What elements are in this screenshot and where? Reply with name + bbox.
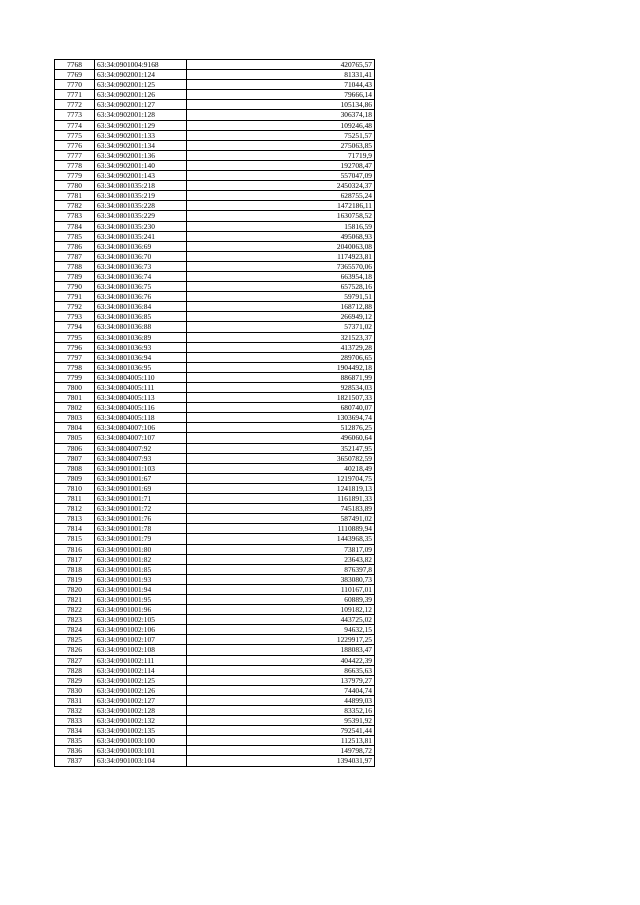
- cadastral-number-cell: 63:34:0901003:101: [95, 746, 187, 756]
- table-row: [55, 80, 375, 90]
- value-cell: 1174923,81: [187, 251, 375, 261]
- value-cell: 60889,39: [187, 594, 375, 604]
- table-row: [55, 171, 375, 181]
- value-cell: 2040063,08: [187, 241, 375, 251]
- value-cell: 44899,03: [187, 695, 375, 705]
- value-cell: 1821507,33: [187, 393, 375, 403]
- row-number-cell: 7833: [55, 716, 95, 726]
- row-number-cell: 7816: [55, 544, 95, 554]
- cadastral-number-cell: 63:34:0801035:228: [95, 201, 187, 211]
- table-row: [55, 443, 375, 453]
- row-number-cell: 7770: [55, 80, 95, 90]
- row-number-cell: 7789: [55, 271, 95, 281]
- table-row: [55, 130, 375, 140]
- row-number-cell: 7821: [55, 594, 95, 604]
- cadastral-number-cell: 63:34:0901002:108: [95, 645, 187, 655]
- row-number-cell: 7823: [55, 615, 95, 625]
- value-cell: 745183,89: [187, 504, 375, 514]
- row-number-cell: 7792: [55, 302, 95, 312]
- cadastral-number-cell: 63:34:0902001:134: [95, 140, 187, 150]
- cadastral-number-cell: 63:34:0804005:110: [95, 372, 187, 382]
- value-cell: 886871,99: [187, 372, 375, 382]
- row-number-cell: 7791: [55, 292, 95, 302]
- value-cell: 1219704,75: [187, 473, 375, 483]
- value-cell: 928534,03: [187, 383, 375, 393]
- table-row: [55, 413, 375, 423]
- cadastral-number-cell: 63:34:0902001:140: [95, 160, 187, 170]
- cadastral-number-cell: 63:34:0901002:125: [95, 675, 187, 685]
- value-cell: 352147,95: [187, 443, 375, 453]
- table-row: [55, 605, 375, 615]
- row-number-cell: 7776: [55, 140, 95, 150]
- row-number-cell: 7822: [55, 605, 95, 615]
- table-row: [55, 534, 375, 544]
- row-number-cell: 7772: [55, 100, 95, 110]
- value-cell: 188083,47: [187, 645, 375, 655]
- value-cell: 71719,9: [187, 150, 375, 160]
- row-number-cell: 7802: [55, 403, 95, 413]
- value-cell: 657528,16: [187, 282, 375, 292]
- row-number-cell: 7814: [55, 524, 95, 534]
- cadastral-number-cell: 63:34:0901002:135: [95, 726, 187, 736]
- table-row: [55, 746, 375, 756]
- value-cell: 95391,92: [187, 716, 375, 726]
- row-number-cell: 7810: [55, 483, 95, 493]
- row-number-cell: 7834: [55, 726, 95, 736]
- table-row: [55, 90, 375, 100]
- row-number-cell: 7812: [55, 504, 95, 514]
- value-cell: 192708,47: [187, 160, 375, 170]
- cadastral-number-cell: 63:34:0901002:106: [95, 625, 187, 635]
- table-row: [55, 554, 375, 564]
- cadastral-number-cell: 63:34:0804005:113: [95, 393, 187, 403]
- table-row: [55, 383, 375, 393]
- table-row: [55, 100, 375, 110]
- cadastral-number-cell: 63:34:0901001:79: [95, 534, 187, 544]
- cadastral-number-cell: 63:34:0901001:95: [95, 594, 187, 604]
- cadastral-number-cell: 63:34:0902001:126: [95, 90, 187, 100]
- row-number-cell: 7827: [55, 655, 95, 665]
- row-number-cell: 7819: [55, 574, 95, 584]
- cadastral-number-cell: 63:34:0902001:127: [95, 100, 187, 110]
- table-row: [55, 423, 375, 433]
- table-row: [55, 695, 375, 705]
- value-cell: 57371,02: [187, 322, 375, 332]
- table-row: [55, 120, 375, 130]
- cadastral-number-cell: 63:34:0901002:128: [95, 706, 187, 716]
- value-cell: 110167,01: [187, 584, 375, 594]
- cadastral-number-cell: 63:34:0804005:118: [95, 413, 187, 423]
- value-cell: 443725,02: [187, 615, 375, 625]
- cadastral-number-cell: 63:34:0902001:124: [95, 70, 187, 80]
- cadastral-number-cell: 63:34:0801035:241: [95, 231, 187, 241]
- table-row: [55, 150, 375, 160]
- table-body: [55, 60, 375, 767]
- value-cell: 404422,39: [187, 655, 375, 665]
- value-cell: 105134,86: [187, 100, 375, 110]
- row-number-cell: 7808: [55, 463, 95, 473]
- row-number-cell: 7777: [55, 150, 95, 160]
- row-number-cell: 7824: [55, 625, 95, 635]
- cadastral-number-cell: 63:34:0901002:114: [95, 665, 187, 675]
- cadastral-number-cell: 63:34:0901004:9168: [95, 60, 187, 70]
- table-row: [55, 332, 375, 342]
- cadastral-number-cell: 63:34:0801036:70: [95, 251, 187, 261]
- row-number-cell: 7771: [55, 90, 95, 100]
- row-number-cell: 7820: [55, 584, 95, 594]
- table-row: [55, 362, 375, 372]
- row-number-cell: 7801: [55, 393, 95, 403]
- cadastral-number-cell: 63:34:0801035:229: [95, 211, 187, 221]
- cadastral-number-cell: 63:34:0901001:85: [95, 564, 187, 574]
- cadastral-number-cell: 63:34:0801036:95: [95, 362, 187, 372]
- row-number-cell: 7790: [55, 282, 95, 292]
- value-cell: 1161891,33: [187, 494, 375, 504]
- cadastral-number-cell: 63:34:0901002:105: [95, 615, 187, 625]
- value-cell: 168712,88: [187, 302, 375, 312]
- row-number-cell: 7796: [55, 342, 95, 352]
- table-row: [55, 524, 375, 534]
- table-row: [55, 292, 375, 302]
- value-cell: 306374,18: [187, 110, 375, 120]
- value-cell: 420765,57: [187, 60, 375, 70]
- value-cell: 1394031,97: [187, 756, 375, 766]
- cadastral-number-cell: 63:34:0804007:107: [95, 433, 187, 443]
- value-cell: 557047,09: [187, 171, 375, 181]
- table-row: [55, 241, 375, 251]
- cadastral-number-cell: 63:34:0901001:80: [95, 544, 187, 554]
- row-number-cell: 7768: [55, 60, 95, 70]
- cadastral-number-cell: 63:34:0901001:67: [95, 473, 187, 483]
- table-row: [55, 615, 375, 625]
- row-number-cell: 7769: [55, 70, 95, 80]
- row-number-cell: 7800: [55, 383, 95, 393]
- table-row: [55, 483, 375, 493]
- table-row: [55, 473, 375, 483]
- cadastral-number-cell: 63:34:0801036:75: [95, 282, 187, 292]
- table-row: [55, 110, 375, 120]
- value-cell: 680740,07: [187, 403, 375, 413]
- row-number-cell: 7797: [55, 352, 95, 362]
- cadastral-number-cell: 63:34:0804005:111: [95, 383, 187, 393]
- value-cell: 15816,59: [187, 221, 375, 231]
- row-number-cell: 7837: [55, 756, 95, 766]
- value-cell: 1472186,11: [187, 201, 375, 211]
- row-number-cell: 7798: [55, 362, 95, 372]
- table-row: [55, 504, 375, 514]
- row-number-cell: 7783: [55, 211, 95, 221]
- row-number-cell: 7780: [55, 181, 95, 191]
- table-row: [55, 191, 375, 201]
- value-cell: 495068,93: [187, 231, 375, 241]
- table-row: [55, 231, 375, 241]
- value-cell: 1303694,74: [187, 413, 375, 423]
- row-number-cell: 7782: [55, 201, 95, 211]
- value-cell: 40218,49: [187, 463, 375, 473]
- table-row: [55, 282, 375, 292]
- cadastral-number-cell: 63:34:0902001:143: [95, 171, 187, 181]
- row-number-cell: 7799: [55, 372, 95, 382]
- table-row: [55, 685, 375, 695]
- table-row: [55, 271, 375, 281]
- row-number-cell: 7779: [55, 171, 95, 181]
- cadastral-number-cell: 63:34:0801035:218: [95, 181, 187, 191]
- value-cell: 512876,25: [187, 423, 375, 433]
- table-row: [55, 494, 375, 504]
- row-number-cell: 7835: [55, 736, 95, 746]
- table-row: [55, 140, 375, 150]
- table-row: [55, 645, 375, 655]
- row-number-cell: 7815: [55, 534, 95, 544]
- table-row: [55, 716, 375, 726]
- value-cell: 86635,63: [187, 665, 375, 675]
- value-cell: 496060,64: [187, 433, 375, 443]
- row-number-cell: 7775: [55, 130, 95, 140]
- value-cell: 587491,02: [187, 514, 375, 524]
- value-cell: 1630758,52: [187, 211, 375, 221]
- cadastral-number-cell: 63:34:0901002:132: [95, 716, 187, 726]
- value-cell: 23643,82: [187, 554, 375, 564]
- row-number-cell: 7803: [55, 413, 95, 423]
- cadastral-number-cell: 63:34:0902001:128: [95, 110, 187, 120]
- table-row: [55, 70, 375, 80]
- row-number-cell: 7804: [55, 423, 95, 433]
- table-row: [55, 706, 375, 716]
- row-number-cell: 7807: [55, 453, 95, 463]
- row-number-cell: 7773: [55, 110, 95, 120]
- cadastral-number-cell: 63:34:0801036:69: [95, 241, 187, 251]
- row-number-cell: 7831: [55, 695, 95, 705]
- value-cell: 1443968,35: [187, 534, 375, 544]
- value-cell: 137979,27: [187, 675, 375, 685]
- value-cell: 3650782,59: [187, 453, 375, 463]
- row-number-cell: 7788: [55, 261, 95, 271]
- table-row: [55, 453, 375, 463]
- row-number-cell: 7774: [55, 120, 95, 130]
- value-cell: 149798,72: [187, 746, 375, 756]
- table-row: [55, 342, 375, 352]
- table-row: [55, 625, 375, 635]
- value-cell: 83352,16: [187, 706, 375, 716]
- cadastral-number-cell: 63:34:0902001:125: [95, 80, 187, 90]
- row-number-cell: 7825: [55, 635, 95, 645]
- value-cell: 79666,14: [187, 90, 375, 100]
- table-row: [55, 211, 375, 221]
- row-number-cell: 7794: [55, 322, 95, 332]
- value-cell: 109246,48: [187, 120, 375, 130]
- value-cell: 321523,37: [187, 332, 375, 342]
- row-number-cell: 7793: [55, 312, 95, 322]
- cadastral-number-cell: 63:34:0901001:93: [95, 574, 187, 584]
- value-cell: 289706,65: [187, 352, 375, 362]
- row-number-cell: 7806: [55, 443, 95, 453]
- row-number-cell: 7784: [55, 221, 95, 231]
- cadastral-number-cell: 63:34:0801036:88: [95, 322, 187, 332]
- table-row: [55, 514, 375, 524]
- row-number-cell: 7817: [55, 554, 95, 564]
- value-cell: 266949,12: [187, 312, 375, 322]
- cadastral-number-cell: 63:34:0902001:129: [95, 120, 187, 130]
- cadastral-number-cell: 63:34:0801036:93: [95, 342, 187, 352]
- row-number-cell: 7809: [55, 473, 95, 483]
- table-row: [55, 574, 375, 584]
- row-number-cell: 7778: [55, 160, 95, 170]
- cadastral-number-cell: 63:34:0901001:96: [95, 605, 187, 615]
- value-cell: 792541,44: [187, 726, 375, 736]
- table-row: [55, 564, 375, 574]
- table-row: [55, 221, 375, 231]
- row-number-cell: 7818: [55, 564, 95, 574]
- cadastral-number-cell: 63:34:0901001:72: [95, 504, 187, 514]
- table-row: [55, 403, 375, 413]
- table-row: [55, 352, 375, 362]
- table-row: [55, 463, 375, 473]
- table-row: [55, 60, 375, 70]
- value-cell: 109182,12: [187, 605, 375, 615]
- cadastral-number-cell: 63:34:0801036:74: [95, 271, 187, 281]
- cadastral-number-cell: 63:34:0804007:92: [95, 443, 187, 453]
- value-cell: 7365570,06: [187, 261, 375, 271]
- row-number-cell: 7787: [55, 251, 95, 261]
- value-cell: 1110889,94: [187, 524, 375, 534]
- value-cell: 628755,24: [187, 191, 375, 201]
- cadastral-number-cell: 63:34:0901003:104: [95, 756, 187, 766]
- cadastral-number-cell: 63:34:0901002:127: [95, 695, 187, 705]
- table-row: [55, 655, 375, 665]
- value-cell: 73817,09: [187, 544, 375, 554]
- table-row: [55, 736, 375, 746]
- value-cell: 1904492,18: [187, 362, 375, 372]
- cadastral-number-cell: 63:34:0801036:76: [95, 292, 187, 302]
- cadastral-number-cell: 63:34:0901001:76: [95, 514, 187, 524]
- table-row: [55, 322, 375, 332]
- cadastral-number-cell: 63:34:0901003:100: [95, 736, 187, 746]
- table-row: [55, 433, 375, 443]
- cadastral-number-cell: 63:34:0901001:78: [95, 524, 187, 534]
- cadastral-number-cell: 63:34:0901001:69: [95, 483, 187, 493]
- table-row: [55, 302, 375, 312]
- cadastral-number-cell: 63:34:0801036:94: [95, 352, 187, 362]
- cadastral-number-cell: 63:34:0801035:230: [95, 221, 187, 231]
- value-cell: 59791,51: [187, 292, 375, 302]
- row-number-cell: 7795: [55, 332, 95, 342]
- row-number-cell: 7781: [55, 191, 95, 201]
- table-row: [55, 756, 375, 766]
- cadastral-number-cell: 63:34:0901002:107: [95, 635, 187, 645]
- cadastral-number-cell: 63:34:0801036:84: [95, 302, 187, 312]
- row-number-cell: 7832: [55, 706, 95, 716]
- row-number-cell: 7805: [55, 433, 95, 443]
- cadastral-number-cell: 63:34:0901001:82: [95, 554, 187, 564]
- value-cell: 1229917,25: [187, 635, 375, 645]
- row-number-cell: 7786: [55, 241, 95, 251]
- table-row: [55, 726, 375, 736]
- value-cell: 663954,18: [187, 271, 375, 281]
- value-cell: 876397,8: [187, 564, 375, 574]
- cadastral-number-cell: 63:34:0801036:85: [95, 312, 187, 322]
- table-row: [55, 372, 375, 382]
- cadastral-number-cell: 63:34:0901001:94: [95, 584, 187, 594]
- table-row: [55, 584, 375, 594]
- cadastral-number-cell: 63:34:0901001:103: [95, 463, 187, 473]
- row-number-cell: 7811: [55, 494, 95, 504]
- cadastral-value-table: [54, 59, 375, 767]
- cadastral-number-cell: 63:34:0901001:71: [95, 494, 187, 504]
- value-cell: 74404,74: [187, 685, 375, 695]
- value-cell: 112513,81: [187, 736, 375, 746]
- cadastral-number-cell: 63:34:0901002:126: [95, 685, 187, 695]
- value-cell: 94632,15: [187, 625, 375, 635]
- cadastral-number-cell: 63:34:0804005:116: [95, 403, 187, 413]
- value-cell: 413729,28: [187, 342, 375, 352]
- row-number-cell: 7830: [55, 685, 95, 695]
- row-number-cell: 7826: [55, 645, 95, 655]
- value-cell: 71044,43: [187, 80, 375, 90]
- value-cell: 81331,41: [187, 70, 375, 80]
- value-cell: 275063,85: [187, 140, 375, 150]
- table-row: [55, 635, 375, 645]
- cadastral-number-cell: 63:34:0901002:111: [95, 655, 187, 665]
- table-row: [55, 201, 375, 211]
- value-cell: 383080,73: [187, 574, 375, 584]
- value-cell: 75251,57: [187, 130, 375, 140]
- table-row: [55, 544, 375, 554]
- table-row: [55, 675, 375, 685]
- cadastral-number-cell: 63:34:0804007:106: [95, 423, 187, 433]
- value-cell: 2450324,37: [187, 181, 375, 191]
- table-row: [55, 160, 375, 170]
- cadastral-number-cell: 63:34:0801035:219: [95, 191, 187, 201]
- cadastral-number-cell: 63:34:0801036:89: [95, 332, 187, 342]
- value-cell: 1241819,13: [187, 483, 375, 493]
- table-row: [55, 261, 375, 271]
- table-row: [55, 312, 375, 322]
- cadastral-number-cell: 63:34:0902001:133: [95, 130, 187, 140]
- row-number-cell: 7813: [55, 514, 95, 524]
- cadastral-number-cell: 63:34:0801036:73: [95, 261, 187, 271]
- row-number-cell: 7836: [55, 746, 95, 756]
- cadastral-number-cell: 63:34:0804007:93: [95, 453, 187, 463]
- row-number-cell: 7829: [55, 675, 95, 685]
- cadastral-number-cell: 63:34:0902001:136: [95, 150, 187, 160]
- table-row: [55, 251, 375, 261]
- row-number-cell: 7785: [55, 231, 95, 241]
- table-row: [55, 181, 375, 191]
- table-row: [55, 393, 375, 403]
- table-row: [55, 665, 375, 675]
- table-row: [55, 594, 375, 604]
- row-number-cell: 7828: [55, 665, 95, 675]
